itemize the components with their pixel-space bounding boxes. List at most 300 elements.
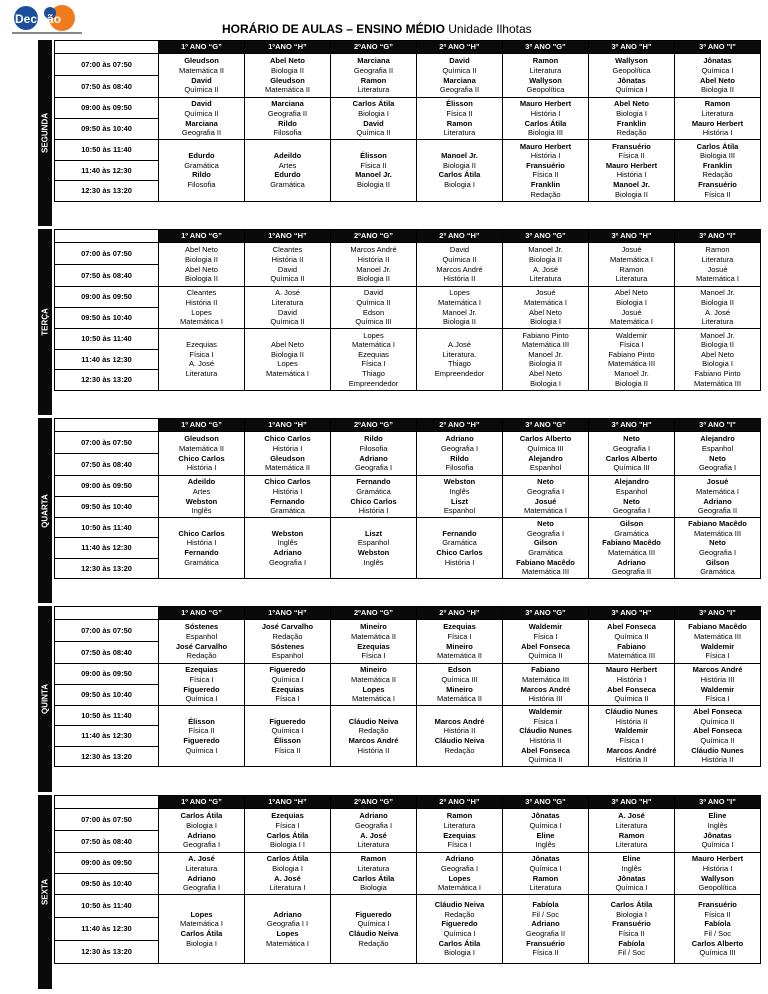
subject-name: História I <box>272 443 303 453</box>
teacher-name: Wallyson <box>615 56 648 66</box>
class-cell <box>331 620 417 664</box>
teacher-name: Ezequias <box>357 641 390 651</box>
class-cell <box>417 809 503 853</box>
subject-name: História III <box>700 674 735 684</box>
subject-name: Biologia II <box>357 274 390 284</box>
class-header: 2º ANO “H” <box>417 796 503 809</box>
corner-cell <box>55 230 159 243</box>
teacher-name: Chico Carlos <box>178 528 225 538</box>
class-header: 3º ANO "H" <box>589 796 675 809</box>
teacher-name: Neto <box>537 477 554 487</box>
day-name: QUARTA <box>40 493 50 528</box>
subject-name: Matemática III <box>521 674 570 684</box>
teacher-name: Marcos André <box>348 735 399 745</box>
subject-name: Biologia I <box>272 863 303 873</box>
subject-name: Biologia II <box>443 160 476 170</box>
subject-name: Física I <box>189 349 214 359</box>
teacher-name: Figueredo <box>183 735 220 745</box>
class-cell <box>245 853 331 895</box>
subject-name: Química III <box>613 463 650 473</box>
class-cell <box>159 518 245 579</box>
class-cell <box>245 706 331 767</box>
subject-name: História II <box>271 254 304 264</box>
time-slot: 12:30 às 13:20 <box>55 558 159 578</box>
teacher-name: Marciana <box>185 118 218 128</box>
subject-name: Gramática <box>184 557 219 567</box>
subject-name: Matemática III <box>693 528 742 538</box>
time-slot: 09:50 às 10:40 <box>55 874 159 895</box>
subject-name: Biologia I <box>702 359 733 369</box>
subject-name: História I <box>186 538 217 548</box>
class-cell <box>503 98 589 140</box>
teacher-name: Ramon <box>704 99 731 109</box>
subject-name: David <box>277 307 298 317</box>
time-slot: 09:00 às 09:50 <box>55 476 159 497</box>
class-cell <box>589 895 675 964</box>
teacher-name: Gleudson <box>184 434 219 444</box>
subject-name: Matemática I <box>438 883 481 893</box>
time-slot: 12:30 às 13:20 <box>55 370 159 391</box>
subject-name: Literatura <box>615 274 648 284</box>
subject-name: Thiago <box>448 359 471 369</box>
class-cell <box>503 243 589 287</box>
time-slot: 09:00 às 09:50 <box>55 287 159 308</box>
teacher-name: Fabíola <box>532 900 559 910</box>
teacher-name: Figueredo <box>269 665 306 675</box>
teacher-name: Franklin <box>616 118 647 128</box>
teacher-name: Edson <box>448 665 471 675</box>
teacher-name: Cláudio Neiva <box>434 735 485 745</box>
subject-name: História II <box>357 254 390 264</box>
class-cell <box>245 664 331 706</box>
time-slot: 10:50 às 11:40 <box>55 895 159 918</box>
class-header: 1º ANO “G” <box>159 796 245 809</box>
class-cell <box>675 140 761 202</box>
subject-name: Química I <box>271 674 304 684</box>
teacher-name: Mineiro <box>446 684 473 694</box>
subject-name: Física II <box>532 948 559 958</box>
teacher-name: Figueredo <box>355 909 392 919</box>
class-cell <box>589 664 675 706</box>
teacher-name: Marcos André <box>606 745 657 755</box>
teacher-name: Edurdo <box>274 170 301 180</box>
time-slot: 09:00 às 09:50 <box>55 98 159 119</box>
teacher-name: Neto <box>709 453 726 463</box>
class-cell <box>245 287 331 329</box>
teacher-name: Abel Fonseca <box>607 684 656 694</box>
teacher-name: Abel Neto <box>699 75 735 85</box>
subject-name: Geografia I <box>698 547 737 557</box>
teacher-name: Marcos André <box>520 684 571 694</box>
day-table-terça <box>54 229 761 391</box>
subject-name: Geografia I <box>526 528 565 538</box>
subject-name: Química I <box>357 919 390 929</box>
subject-name: Física II <box>532 170 559 180</box>
subject-name: A. José <box>532 264 558 274</box>
subject-name: Literatura I <box>269 883 306 893</box>
class-cell <box>331 895 417 964</box>
subject-name: Redação <box>444 745 475 755</box>
teacher-name: Neto <box>537 519 554 529</box>
teacher-name: A. José <box>618 811 645 821</box>
subject-name: Josué <box>707 264 728 274</box>
teacher-name: Mineiro <box>446 641 473 651</box>
subject-name: Gramática <box>528 547 563 557</box>
teacher-name: Josué <box>534 496 557 506</box>
class-cell <box>589 329 675 391</box>
day-table-quinta <box>54 606 761 767</box>
time-slot: 07:50 às 08:40 <box>55 642 159 664</box>
subject-name: Química I <box>271 726 304 736</box>
subject-name: Espanhol <box>357 538 390 548</box>
subject-name: Matemática III <box>607 651 656 661</box>
teacher-name: Rildo <box>278 118 297 128</box>
class-cell <box>503 140 589 202</box>
page-header <box>0 0 768 40</box>
teacher-name: Fransuério <box>526 938 565 948</box>
class-cell <box>503 476 589 518</box>
subject-name: Fil / Soc <box>531 909 560 919</box>
teacher-name: Élisson <box>274 735 301 745</box>
class-header: 3º ANO "G" <box>503 607 589 620</box>
class-cell <box>417 98 503 140</box>
subject-name: Literatura <box>701 254 734 264</box>
subject-name: Geografia I <box>182 840 221 850</box>
class-header: 3º ANO "I" <box>675 419 761 432</box>
subject-name: Literatura <box>185 369 218 379</box>
unit-text: Unidade Ilhotas <box>448 22 532 36</box>
subject-name: Redação <box>444 909 475 919</box>
class-cell <box>589 98 675 140</box>
class-cell <box>675 620 761 664</box>
teacher-name: Carlos Átila <box>180 811 223 821</box>
teacher-name: Ezequias <box>271 811 304 821</box>
class-cell <box>503 664 589 706</box>
subject-name: Literatura <box>615 840 648 850</box>
teacher-name: Mauro Herbert <box>519 99 572 109</box>
teacher-name: Cláudio Neiva <box>434 900 485 910</box>
subject-name: Literatura <box>357 840 390 850</box>
subject-name: Matemática I <box>352 694 395 704</box>
class-cell <box>675 432 761 476</box>
class-cell <box>159 329 245 391</box>
class-header: 3º ANO "H" <box>589 41 675 54</box>
subject-name: Espanhol <box>271 651 304 661</box>
class-cell <box>675 664 761 706</box>
class-cell <box>417 706 503 767</box>
teacher-name: Sóstenes <box>184 622 219 632</box>
teacher-name: Fransuério <box>526 160 565 170</box>
class-header: 1º ANO “G” <box>159 419 245 432</box>
subject-name: Química II <box>184 108 219 118</box>
subject-name: Espanhol <box>529 463 562 473</box>
subject-name: História II <box>701 755 734 765</box>
teacher-name: Franklin <box>702 160 733 170</box>
class-cell <box>245 54 331 98</box>
subject-name: Química I <box>185 745 218 755</box>
teacher-name: Ezequias <box>271 684 304 694</box>
class-header: 2ºANO “G” <box>331 41 417 54</box>
subject-name: Física II <box>360 160 387 170</box>
day-name: QUINTA <box>40 683 50 715</box>
subject-name: Abel Neto <box>615 288 648 298</box>
subject-name: Lopes <box>449 288 470 298</box>
class-header: 3º ANO "H" <box>589 607 675 620</box>
time-slot: 07:00 às 07:50 <box>55 809 159 831</box>
subject-name: Filosofia <box>359 443 388 453</box>
class-header: 2º ANO “H” <box>417 607 503 620</box>
class-cell <box>417 329 503 391</box>
teacher-name: Fabíola <box>618 938 645 948</box>
subject-name: Matemática II <box>264 85 310 95</box>
subject-name: Manoel Jr. <box>700 288 735 298</box>
teacher-name: Gilson <box>619 519 644 529</box>
subject-name: Biologia I <box>358 108 389 118</box>
logo-text: Decisão <box>15 12 62 26</box>
teacher-name: Carlos Alberto <box>605 453 658 463</box>
class-header: 2º ANO “H” <box>417 419 503 432</box>
teacher-name: Fernando <box>184 547 219 557</box>
teacher-name: Abel Fonseca <box>693 707 742 717</box>
subject-name: Literatura <box>529 65 562 75</box>
subject-name: David <box>363 288 384 298</box>
teacher-name: Mineiro <box>360 665 387 675</box>
teacher-name: Adriano <box>273 547 302 557</box>
subject-name: Matemática II <box>178 443 224 453</box>
subject-name: Abel Neto <box>529 369 562 379</box>
teacher-name: Chico Carlos <box>264 477 311 487</box>
subject-name: Redação <box>272 631 303 641</box>
teacher-name: Carlos Átila <box>610 900 653 910</box>
teacher-name: Jônatas <box>531 854 560 864</box>
teacher-name: Mauro Herbert <box>519 141 572 151</box>
day-label-quinta <box>38 606 52 792</box>
class-cell <box>417 895 503 964</box>
subject-name: Ezequias <box>186 340 217 350</box>
teacher-name: Waldemir <box>700 684 735 694</box>
time-slot: 09:50 às 10:40 <box>55 497 159 518</box>
class-cell <box>589 518 675 579</box>
teacher-name: Marciana <box>357 56 390 66</box>
class-cell <box>417 140 503 202</box>
subject-name: Geopolítica <box>526 85 565 95</box>
subject-name: Física II <box>188 726 215 736</box>
subject-name: Matemática I <box>524 297 567 307</box>
teacher-name: Abel Fonseca <box>693 726 742 736</box>
teacher-name: Cláudio Nunes <box>605 707 658 717</box>
subject-name: Gramática <box>356 486 391 496</box>
subject-name: Química I <box>443 929 476 938</box>
subject-name: Redação <box>358 726 389 736</box>
subject-name: Física I <box>705 651 730 661</box>
subject-name: Física II <box>446 108 473 118</box>
subject-name: Biologia I <box>444 948 475 958</box>
class-cell <box>675 54 761 98</box>
teacher-name: A. José <box>188 854 215 864</box>
teacher-name: Adriano <box>703 496 732 506</box>
subject-name: Abel Neto <box>271 340 304 350</box>
teacher-name: Webston <box>443 477 476 487</box>
teacher-name: Rildo <box>450 453 469 463</box>
subject-name: Redação <box>530 189 561 199</box>
day-name: SEGUNDA <box>40 112 50 154</box>
class-header: 2ºANO “G” <box>331 230 417 243</box>
corner-cell <box>55 41 159 54</box>
teacher-name: Carlos Alberto <box>691 938 744 948</box>
class-cell <box>503 620 589 664</box>
subject-name: Ramon <box>705 245 730 255</box>
subject-name: Física I <box>705 694 730 704</box>
subject-name: História II <box>357 745 390 755</box>
subject-name: Biologia II <box>185 254 218 264</box>
subject-name: Filosofia <box>187 180 216 190</box>
class-header: 1º ANO “G” <box>159 41 245 54</box>
subject-name: Matemática III <box>521 340 570 350</box>
subject-name: Manoel Jr. <box>528 245 563 255</box>
subject-name: Física I <box>361 359 386 369</box>
teacher-name: Ezequias <box>443 622 476 632</box>
subject-name: Literatura <box>357 863 390 873</box>
corner-cell <box>55 419 159 432</box>
teacher-name: Carlos Átila <box>266 830 309 840</box>
subject-name: Química III <box>355 317 392 327</box>
subject-name: Biologia II <box>529 359 562 369</box>
subject-name: Biologia II <box>443 317 476 327</box>
teacher-name: Gleudson <box>270 75 305 85</box>
subject-name: Matemática I <box>610 317 653 327</box>
subject-name: Lopes <box>277 359 298 369</box>
subject-name: Matemática I <box>180 919 223 929</box>
subject-name: Biologia II <box>701 85 734 95</box>
teacher-name: Wallyson <box>529 75 562 85</box>
subject-name: Matemática II <box>436 694 482 704</box>
subject-name: História I <box>186 463 217 473</box>
class-cell <box>589 853 675 895</box>
subject-name: Inglês <box>363 557 384 567</box>
subject-name: Química II <box>356 297 391 307</box>
class-header: 3º ANO "G" <box>503 41 589 54</box>
subject-name: Inglês <box>449 486 470 496</box>
subject-name: Empreendedor <box>348 378 399 388</box>
subject-name: Física II <box>618 929 645 938</box>
subject-name: História I <box>530 108 561 118</box>
class-cell <box>159 895 245 964</box>
class-cell <box>331 54 417 98</box>
teacher-name: Liszt <box>450 496 469 506</box>
class-cell <box>589 287 675 329</box>
subject-name: Física II <box>704 189 731 199</box>
class-cell <box>675 476 761 518</box>
class-cell <box>159 706 245 767</box>
class-cell <box>675 809 761 853</box>
class-cell <box>159 809 245 853</box>
subject-name: Biologia III <box>699 151 736 161</box>
day-label-segunda <box>38 40 52 226</box>
teacher-name: Waldemir <box>700 641 735 651</box>
subject-name: Matemática I <box>696 486 739 496</box>
subject-name: Filosofia <box>445 463 474 473</box>
teacher-name: Fabiano Macêdo <box>602 538 661 548</box>
class-cell <box>589 54 675 98</box>
time-slot: 09:00 às 09:50 <box>55 853 159 874</box>
subject-name: Literatura <box>357 85 390 95</box>
subject-name: Matemática I <box>266 938 309 948</box>
time-slot: 12:30 às 13:20 <box>55 181 159 202</box>
class-header: 3º ANO "G" <box>503 419 589 432</box>
class-cell <box>417 476 503 518</box>
teacher-name: Ezequias <box>185 665 218 675</box>
teacher-name: Ramon <box>618 830 645 840</box>
subject-name: Espanhol <box>443 506 476 516</box>
teacher-name: Fransuério <box>698 900 737 910</box>
teacher-name: Mauro Herbert <box>605 160 658 170</box>
teacher-name: Abel Neto <box>269 56 305 66</box>
class-cell <box>159 476 245 518</box>
teacher-name: Jônatas <box>617 75 646 85</box>
time-slot: 10:50 às 11:40 <box>55 329 159 350</box>
teacher-name: Alejandro <box>700 434 735 444</box>
time-slot: 07:00 às 07:50 <box>55 54 159 76</box>
class-cell <box>159 664 245 706</box>
subject-name: Lopes <box>363 330 384 340</box>
teacher-name: Gilson <box>533 538 558 548</box>
time-slot: 09:50 às 10:40 <box>55 308 159 329</box>
time-slot: 07:00 às 07:50 <box>55 243 159 265</box>
teacher-name: Adeildo <box>187 477 216 487</box>
teacher-name: Lopes <box>276 929 299 938</box>
subject-name: Biologia I <box>616 909 647 919</box>
subject-name: Matemática II <box>350 674 396 684</box>
class-cell <box>503 706 589 767</box>
teacher-name: Ramon <box>360 854 387 864</box>
subject-name: Literatura <box>271 297 304 307</box>
teacher-name: Webston <box>271 528 304 538</box>
page-title <box>222 22 532 36</box>
subject-name: A.José <box>448 340 471 350</box>
teacher-name: Marcos André <box>692 665 743 675</box>
subject-name: Fabiano Pinto <box>608 349 655 359</box>
teacher-name: Cláudio Neiva <box>348 716 399 726</box>
subject-name: História I <box>444 557 475 567</box>
teacher-name: Adriano <box>359 453 388 463</box>
class-cell <box>245 432 331 476</box>
teacher-name: José Carvalho <box>175 641 228 651</box>
subject-name: Geografia II <box>267 108 308 118</box>
time-slot: 11:40 às 12:30 <box>55 538 159 558</box>
subject-name: Física II <box>704 909 731 919</box>
class-cell <box>417 620 503 664</box>
class-cell <box>331 287 417 329</box>
teacher-name: Lopes <box>448 873 471 883</box>
subject-name: Química II <box>528 755 563 765</box>
class-header: 1º ANO “G” <box>159 607 245 620</box>
subject-name: Inglês <box>707 820 728 830</box>
subject-name: Física I <box>533 716 558 726</box>
subject-name: Matemática I <box>266 369 309 379</box>
teacher-name: Webston <box>357 547 390 557</box>
class-cell <box>245 243 331 287</box>
subject-name: Geografia I <box>354 820 393 830</box>
subject-name: Abel Neto <box>701 349 734 359</box>
teacher-name: Josué <box>706 477 729 487</box>
subject-name: Abel Neto <box>185 245 218 255</box>
subject-name: Química II <box>614 631 649 641</box>
teacher-name: Carlos Átila <box>266 854 309 864</box>
subject-name: Química II <box>270 317 305 327</box>
class-header: 2ºANO “G” <box>331 796 417 809</box>
teacher-name: Gilson <box>705 557 730 567</box>
subject-name: Química I <box>701 65 734 75</box>
